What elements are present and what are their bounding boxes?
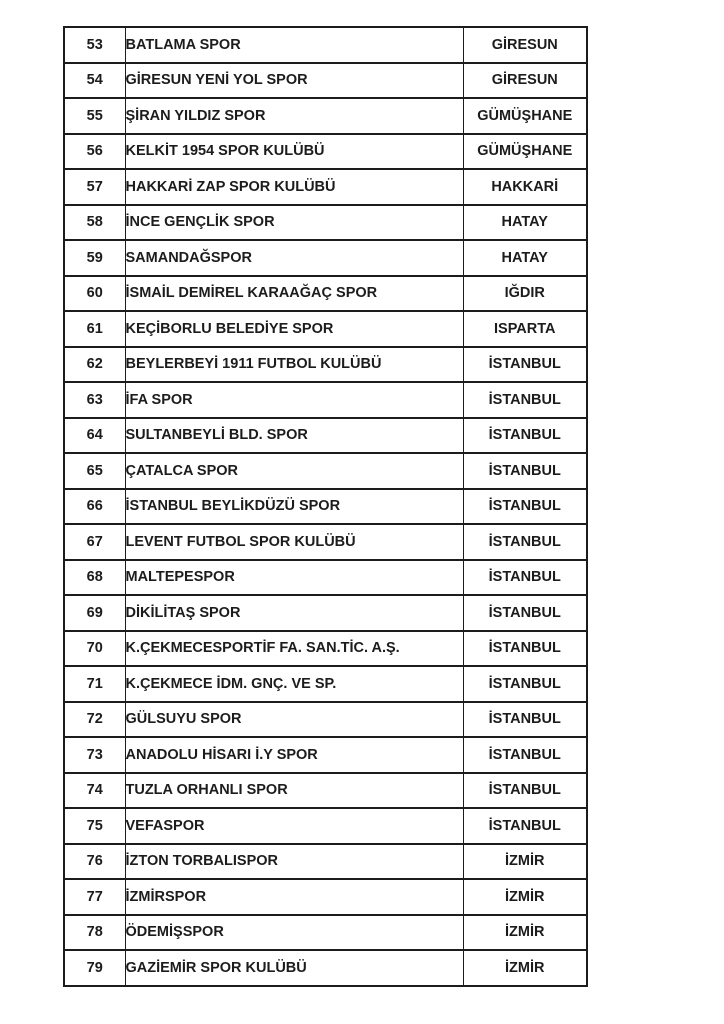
club-name-cell: SAMANDAĞSPOR <box>125 240 463 276</box>
table-row <box>64 134 587 170</box>
club-name-cell: KELKİT 1954 SPOR KULÜBÜ <box>125 134 463 170</box>
province-cell: İSTANBUL <box>463 773 587 809</box>
club-name-cell: MALTEPESPOR <box>125 560 463 596</box>
province-cell: GÜMÜŞHANE <box>463 98 587 134</box>
table-row <box>64 666 587 702</box>
table-row <box>64 453 587 489</box>
row-number-cell: 55 <box>64 98 125 134</box>
row-number-cell: 62 <box>64 347 125 383</box>
province-cell: GİRESUN <box>463 63 587 99</box>
table-row <box>64 595 587 631</box>
row-number-cell: 78 <box>64 915 125 951</box>
club-name-cell: DİKİLİTAŞ SPOR <box>125 595 463 631</box>
row-number-cell: 76 <box>64 844 125 880</box>
province-cell: İSTANBUL <box>463 631 587 667</box>
province-cell: HATAY <box>463 240 587 276</box>
table-row <box>64 240 587 276</box>
row-number-cell: 61 <box>64 311 125 347</box>
row-number-cell: 65 <box>64 453 125 489</box>
club-name-cell: K.ÇEKMECESPORTİF FA. SAN.TİC. A.Ş. <box>125 631 463 667</box>
row-number-cell: 59 <box>64 240 125 276</box>
row-number-cell: 69 <box>64 595 125 631</box>
club-name-cell: İNCE GENÇLİK SPOR <box>125 205 463 241</box>
row-number-cell: 72 <box>64 702 125 738</box>
province-cell: IĞDIR <box>463 276 587 312</box>
province-cell: İZMİR <box>463 879 587 915</box>
row-number-cell: 60 <box>64 276 125 312</box>
row-number-cell: 77 <box>64 879 125 915</box>
province-cell: İSTANBUL <box>463 666 587 702</box>
row-number-cell: 66 <box>64 489 125 525</box>
club-list-table <box>63 26 588 987</box>
club-table-body <box>64 27 587 986</box>
table-row <box>64 915 587 951</box>
province-cell: ISPARTA <box>463 311 587 347</box>
club-name-cell: GAZİEMİR SPOR KULÜBÜ <box>125 950 463 986</box>
table-row <box>64 27 587 63</box>
row-number-cell: 56 <box>64 134 125 170</box>
club-name-cell: İZMİRSPOR <box>125 879 463 915</box>
table-row <box>64 844 587 880</box>
club-name-cell: BATLAMA SPOR <box>125 27 463 63</box>
club-name-cell: İSMAİL DEMİREL KARAAĞAÇ SPOR <box>125 276 463 312</box>
row-number-cell: 71 <box>64 666 125 702</box>
table-row <box>64 631 587 667</box>
province-cell: İSTANBUL <box>463 453 587 489</box>
row-number-cell: 57 <box>64 169 125 205</box>
province-cell: İSTANBUL <box>463 382 587 418</box>
club-name-cell: İZTON TORBALISPOR <box>125 844 463 880</box>
row-number-cell: 64 <box>64 418 125 454</box>
club-name-cell: İSTANBUL BEYLİKDÜZÜ SPOR <box>125 489 463 525</box>
club-name-cell: ŞİRAN YILDIZ SPOR <box>125 98 463 134</box>
table-row <box>64 950 587 986</box>
club-name-cell: LEVENT FUTBOL SPOR KULÜBÜ <box>125 524 463 560</box>
province-cell: İSTANBUL <box>463 489 587 525</box>
table-row <box>64 347 587 383</box>
club-name-cell: BEYLERBEYİ 1911 FUTBOL KULÜBÜ <box>125 347 463 383</box>
province-cell: İSTANBUL <box>463 702 587 738</box>
club-name-cell: HAKKARİ ZAP SPOR KULÜBÜ <box>125 169 463 205</box>
table-row <box>64 560 587 596</box>
row-number-cell: 74 <box>64 773 125 809</box>
row-number-cell: 58 <box>64 205 125 241</box>
club-name-cell: SULTANBEYLİ BLD. SPOR <box>125 418 463 454</box>
table-row <box>64 205 587 241</box>
province-cell: İZMİR <box>463 844 587 880</box>
table-row <box>64 276 587 312</box>
club-name-cell: ANADOLU HİSARI İ.Y SPOR <box>125 737 463 773</box>
table-row <box>64 63 587 99</box>
row-number-cell: 68 <box>64 560 125 596</box>
province-cell: İSTANBUL <box>463 595 587 631</box>
club-name-cell: İFA SPOR <box>125 382 463 418</box>
province-cell: GÜMÜŞHANE <box>463 134 587 170</box>
document-page <box>63 26 588 987</box>
province-cell: İSTANBUL <box>463 560 587 596</box>
province-cell: İZMİR <box>463 915 587 951</box>
table-row <box>64 702 587 738</box>
province-cell: İSTANBUL <box>463 418 587 454</box>
club-name-cell: VEFASPOR <box>125 808 463 844</box>
table-row <box>64 169 587 205</box>
club-name-cell: GÜLSUYU SPOR <box>125 702 463 738</box>
table-row <box>64 879 587 915</box>
row-number-cell: 70 <box>64 631 125 667</box>
province-cell: İSTANBUL <box>463 347 587 383</box>
province-cell: İSTANBUL <box>463 808 587 844</box>
row-number-cell: 79 <box>64 950 125 986</box>
province-cell: HATAY <box>463 205 587 241</box>
table-row <box>64 808 587 844</box>
table-row <box>64 773 587 809</box>
club-name-cell: TUZLA ORHANLI SPOR <box>125 773 463 809</box>
table-row <box>64 418 587 454</box>
row-number-cell: 54 <box>64 63 125 99</box>
club-name-cell: ÇATALCA SPOR <box>125 453 463 489</box>
row-number-cell: 53 <box>64 27 125 63</box>
province-cell: İSTANBUL <box>463 524 587 560</box>
row-number-cell: 73 <box>64 737 125 773</box>
club-name-cell: GİRESUN YENİ YOL SPOR <box>125 63 463 99</box>
table-row <box>64 737 587 773</box>
table-row <box>64 382 587 418</box>
row-number-cell: 63 <box>64 382 125 418</box>
province-cell: İZMİR <box>463 950 587 986</box>
club-name-cell: K.ÇEKMECE İDM. GNÇ. VE SP. <box>125 666 463 702</box>
province-cell: İSTANBUL <box>463 737 587 773</box>
row-number-cell: 67 <box>64 524 125 560</box>
table-row <box>64 489 587 525</box>
table-row <box>64 524 587 560</box>
club-name-cell: ÖDEMİŞSPOR <box>125 915 463 951</box>
province-cell: HAKKARİ <box>463 169 587 205</box>
club-name-cell: KEÇİBORLU BELEDİYE SPOR <box>125 311 463 347</box>
table-row <box>64 311 587 347</box>
table-row <box>64 98 587 134</box>
row-number-cell: 75 <box>64 808 125 844</box>
province-cell: GİRESUN <box>463 27 587 63</box>
